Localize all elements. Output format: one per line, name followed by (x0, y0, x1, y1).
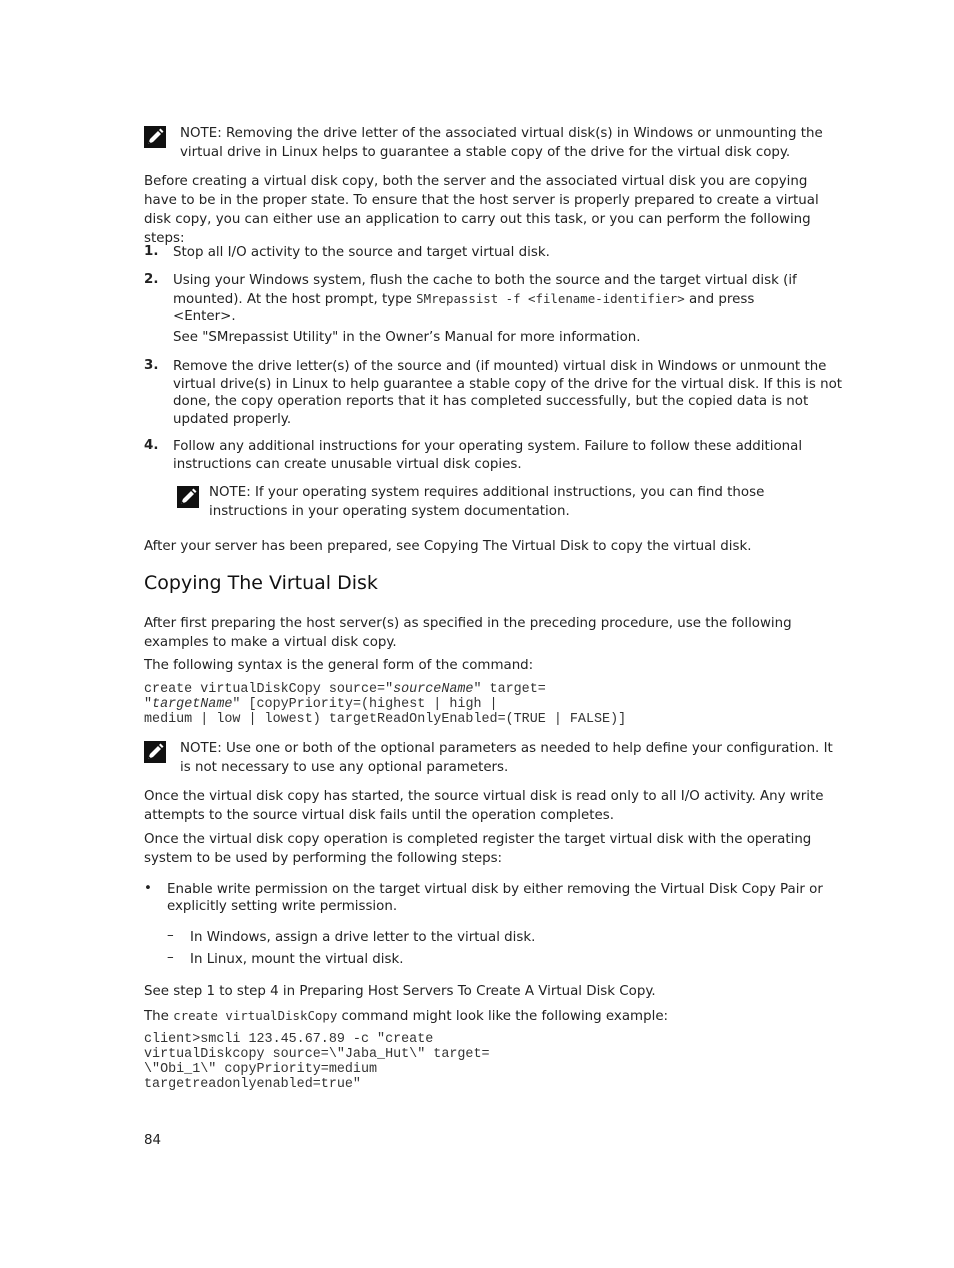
pencil-note-icon (144, 126, 166, 148)
smrepassist-command: SMrepassist -f <filename-identifier> (416, 290, 685, 306)
example-code-block: client>smcli 123.45.67.89 -c "create virtualDiskcopy source=\"Jaba_Hut\" target= \"Obi_1\" copyPriority=medium targetreadonlyenabled=true" (144, 1032, 490, 1092)
step-3-text: Remove the drive letter(s) of the source and (if mounted) virtual disk in Windows or unmount the virtual drive(s) in Linux to help guarantee a stable copy of the drive for the virtual disk. If this is not done, the copy operation reports that it has completed successfully, but the copied data is not updated properly. (173, 359, 843, 427)
dash-marker: – (167, 950, 174, 965)
note-2: NOTE: If your operating system requires additional instructions, you can find those instructions in your operating system documentation. (209, 485, 765, 519)
step-2-subtext: See "SMrepassist Utility" in the Owner’s Manual for more information. (173, 330, 641, 345)
step-4-text: Follow any additional instructions for your operating system. Failure to follow these additional instructions can create unusable virtual disk copies. (173, 439, 803, 472)
paragraph-syntax-intro: The following syntax is the general form of the command: (144, 658, 534, 673)
dash-item-linux: In Linux, mount the virtual disk. (190, 952, 404, 967)
step-4-number: 4. (144, 438, 159, 453)
paragraph-command-example-intro: The create virtualDiskCopy command might look like the following example: (144, 1008, 669, 1024)
step-1-text: Stop all I/O activity to the source and target virtual disk. (173, 245, 550, 260)
note-1: NOTE: Removing the drive letter of the associated virtual disk(s) in Windows or unmounting the virtual drive in Linux helps to guarantee a stable copy of the drive for the virtual disk copy. (180, 126, 823, 160)
dash-marker: – (167, 928, 174, 943)
step-2-text: Using your Windows system, flush the cache to both the source and the target virtual disk (if mounted). At the host prompt, type SMrepassist -f <filename-identifier> and press <Enter>. (173, 273, 797, 324)
pencil-note-icon (144, 741, 166, 763)
paragraph-first-preparing: After first preparing the host server(s) as specified in the preceding procedure, use the following examples to make a virtual disk copy. (144, 616, 792, 650)
bullet-item: Enable write permission on the target virtual disk by either removing the Virtual Disk Copy Pair or explicitly setting write permission. (167, 882, 823, 914)
step-2-number: 2. (144, 272, 159, 287)
inline-command: create virtualDiskCopy (173, 1008, 338, 1023)
paragraph-see-steps: See step 1 to step 4 in Preparing Host Servers To Create A Virtual Disk Copy. (144, 984, 656, 999)
bullet-marker: • (144, 881, 152, 896)
paragraph-after-prepared: After your server has been prepared, see Copying The Virtual Disk to copy the virtual disk. (144, 539, 752, 554)
dash-item-windows: In Windows, assign a drive letter to the virtual disk. (190, 930, 536, 945)
page-number: 84 (144, 1133, 162, 1148)
step-3-number: 3. (144, 358, 159, 373)
pencil-note-icon (177, 486, 199, 508)
paragraph-copy-completed: Once the virtual disk copy operation is completed register the target virtual disk with the operating system to be used by performing the following steps: (144, 832, 812, 866)
paragraph-copy-started: Once the virtual disk copy has started, the source virtual disk is read only to all I/O activity. Any write attempts to the source virtual disk fails until the operation completes. (144, 789, 824, 823)
section-heading: Copying The Virtual Disk (144, 572, 378, 594)
syntax-code-block: create virtualDiskCopy source="sourceName" target= "targetName" [copyPriority=(highest | high | medium | low | lowest) targetReadOnlyEnabled=(TRUE | FALSE)] (144, 682, 627, 727)
step-1-number: 1. (144, 244, 159, 259)
paragraph-prepare: Before creating a virtual disk copy, both the server and the associated virtual disk you are copying have to be in the proper state. To ensure that the host server is properly prepared to create a virtual disk copy, you can either use an application to carry out this task, or you can perform the following steps: (144, 174, 819, 246)
note-3: NOTE: Use one or both of the optional parameters as needed to help define your configuration. It is not necessary to use any optional parameters. (180, 741, 833, 775)
